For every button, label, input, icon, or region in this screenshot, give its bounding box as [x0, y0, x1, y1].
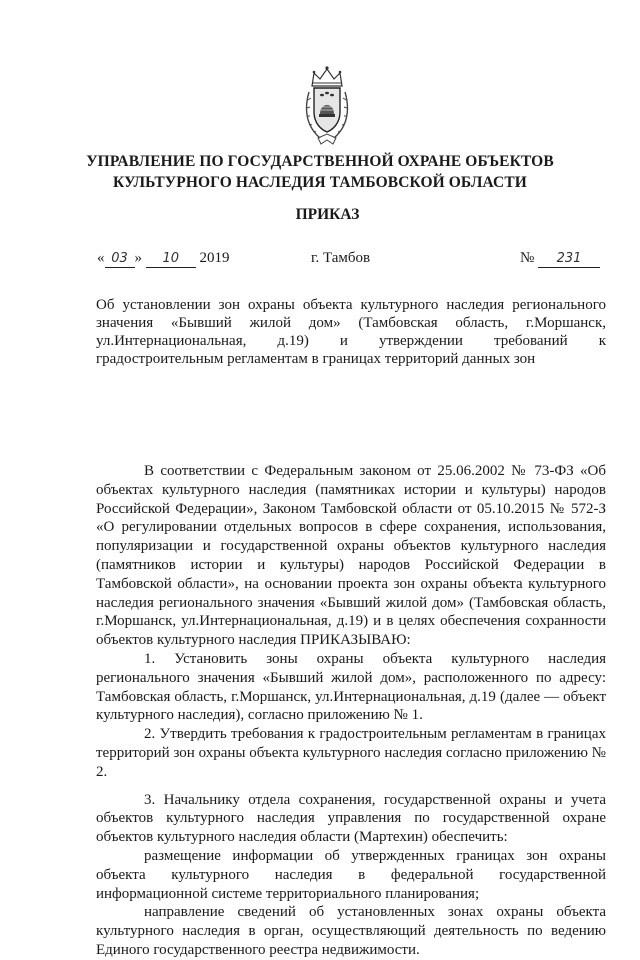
- order-body: [96, 462, 606, 960]
- date-year: 2019: [199, 250, 230, 266]
- order-number: [520, 248, 600, 268]
- subject-line: Об установлении зон охраны объекта культурного наследия регионального: [96, 297, 606, 313]
- item-3-point-a: размещение информации об утвержденных границах зон охраны объекта культурного наследия в федеральной государственной информационной системе территориального планирования;: [96, 847, 606, 902]
- date-day: 03: [105, 251, 135, 268]
- document-title: ПРИКАЗ: [295, 206, 360, 223]
- number-value: 231: [538, 251, 600, 268]
- subject-line: ул.Интернациональная, д.19) и утверждении требований к: [96, 333, 606, 349]
- agency-name-line2: КУЛЬТУРНОГО НАСЛЕДИЯ ТАМБОВСКОЙ ОБЛАСТИ: [113, 174, 527, 191]
- item-2: 2. Утвердить требования к градостроительным регламентам в границах территорий зон охраны объекта культурного наследия согласно приложению № 2.: [96, 726, 606, 780]
- item-1: 1. Установить зоны охраны объекта культурного наследия регионального значения «Бывший жилой дом», расположенного по адресу: Тамбовская область, г.Моршанск, ул.Интернациональная, д.19 (далее — объект культурного наследия), согласно приложению № 1.: [96, 650, 606, 724]
- agency-name-line1: УПРАВЛЕНИЕ ПО ГОСУДАРСТВЕННОЙ ОХРАНЕ ОБЪЕКТОВ: [86, 153, 554, 170]
- subject-line: градостроительным регламентам в границах территорий данных зон: [96, 351, 536, 367]
- item-3-point-b: направление сведений об установленных зонах охраны объекта культурного наследия в орган, осуществляющий деятельность по ведению Единого государственного реестра недвижимости.: [96, 904, 606, 958]
- item-3: 3. Начальнику отдела сохранения, государственной охраны и учета объектов культурного наследия управления по государственной охране объектов культурного наследия области (Мартехин) обеспечить:: [96, 791, 606, 846]
- tambov-coat-of-arms-icon: [304, 64, 350, 148]
- subject-line: значения «Бывший жилой дом» (Тамбовская область, г.Моршанск,: [96, 315, 606, 331]
- number-label: №: [520, 250, 535, 266]
- date-month: 10: [146, 251, 196, 268]
- order-city: г. Тамбов: [311, 250, 371, 266]
- preamble-paragraph: В соответствии с Федеральным законом от 25.06.2002 № 73-ФЗ «Об объектах культурного наследия (памятниках истории и культуры) народов Российской Федерации», Законом Тамбовской области от 05.10.2015 № 572-З «О регулировании отдельных вопросов в сфере сохранения, использования, популяризации и государственной охраны объектов культурного наследия (памятников истории и культуры) народов Российской Федерации в Тамбовской области», на основании проекта зон охраны объекта культурного наследия регионального значения «Бывший жилой дом» (Тамбовская область, г.Моршанск, ул.Интернациональная, д.19) и в целях обеспечения сохранности объектов культурного наследия ПРИКАЗЫВАЮ:: [96, 463, 606, 649]
- order-subject: [96, 296, 606, 368]
- order-date: « 03 » 10 2019: [97, 250, 230, 266]
